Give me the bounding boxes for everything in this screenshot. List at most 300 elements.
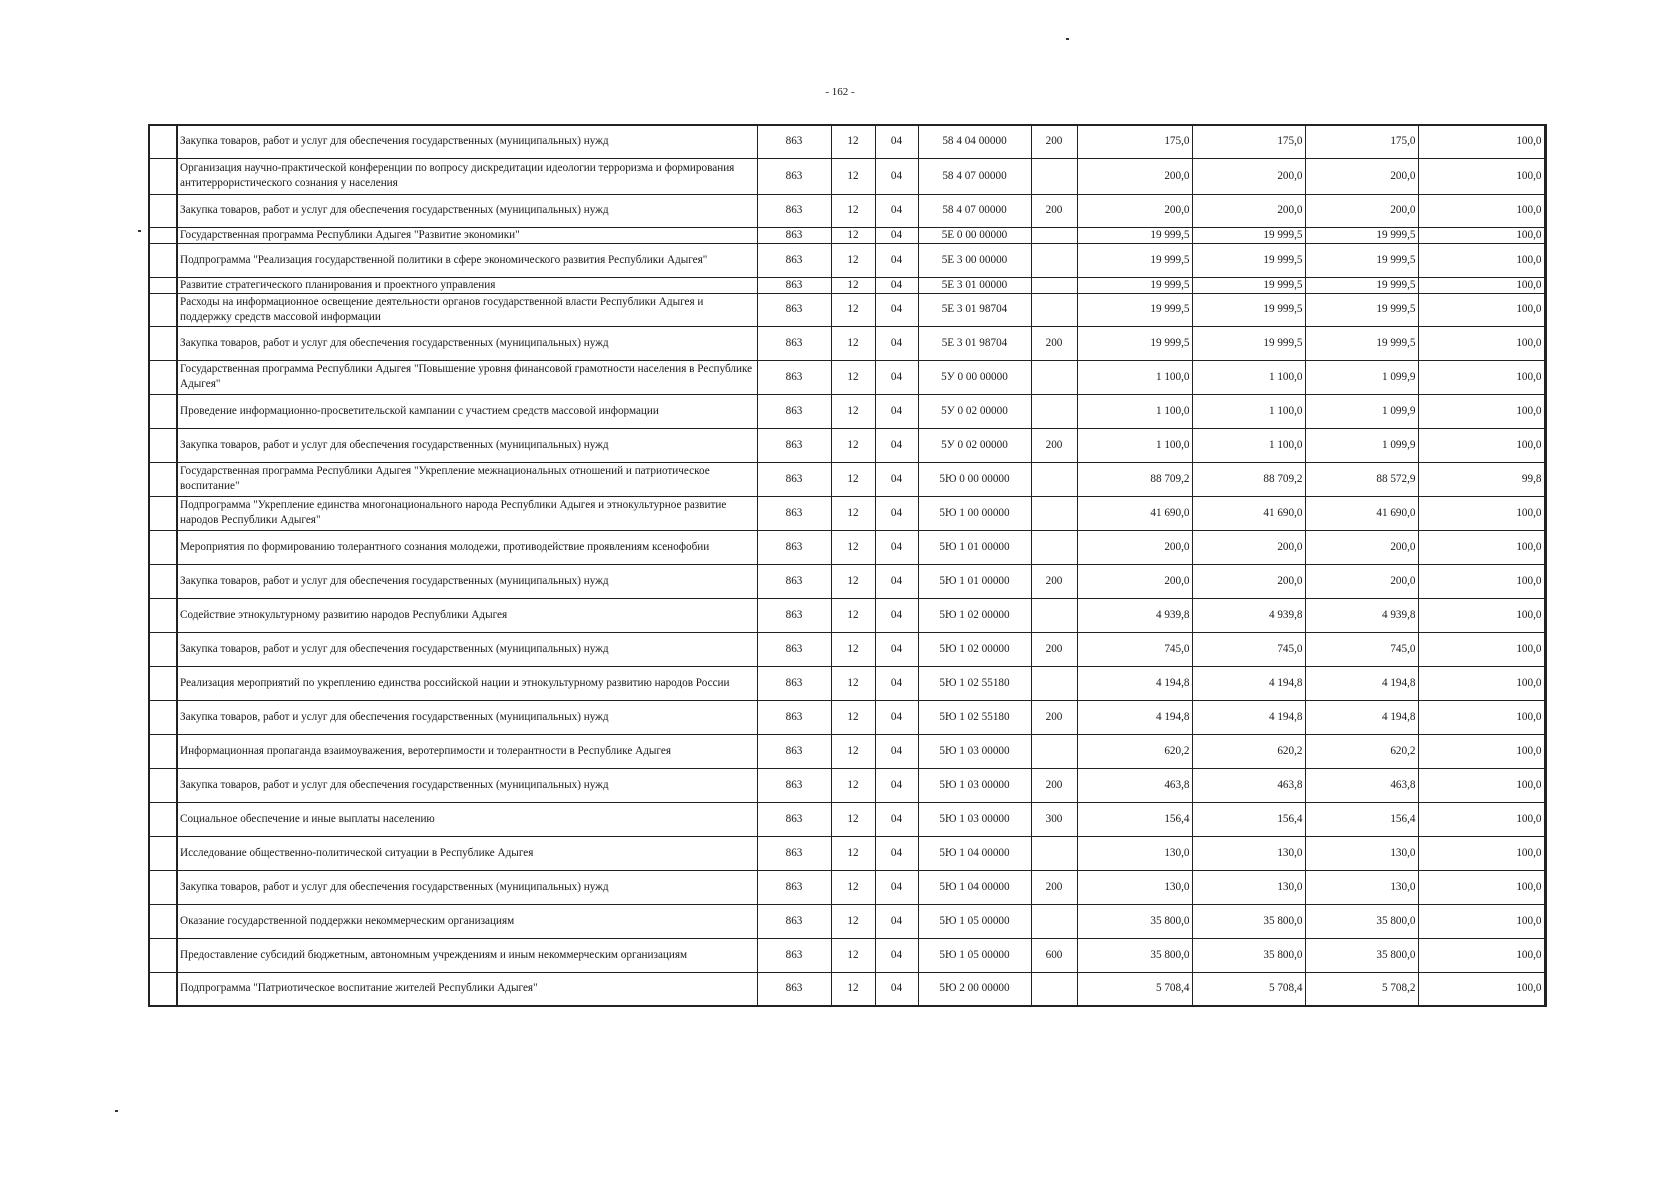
amount-cell-1: 35 800,0	[1077, 904, 1192, 938]
section-code-cell: 12	[831, 125, 875, 158]
ved-code-cell: 863	[757, 462, 831, 496]
ved-code-cell: 863	[757, 530, 831, 564]
row-name-cell: Подпрограмма "Патриотическое воспитание жителей Республики Адыгея"	[177, 972, 757, 1006]
ved-code-cell: 863	[757, 125, 831, 158]
percent-cell: 100,0	[1418, 530, 1545, 564]
percent-cell: 100,0	[1418, 394, 1545, 428]
subsection-code-cell: 04	[875, 768, 918, 802]
section-code-cell: 12	[831, 243, 875, 277]
expense-type-cell	[1031, 293, 1077, 326]
ved-code-cell: 863	[757, 326, 831, 360]
section-code-cell: 12	[831, 666, 875, 700]
amount-cell-3: 5 708,2	[1305, 972, 1418, 1006]
percent-cell: 100,0	[1418, 598, 1545, 632]
row-margin-cell	[149, 802, 177, 836]
row-name-cell: Предоставление субсидий бюджетным, автономным учреждениям и иным некоммерческим организациям	[177, 938, 757, 972]
subsection-code-cell: 04	[875, 632, 918, 666]
amount-cell-2: 130,0	[1192, 870, 1305, 904]
amount-cell-2: 200,0	[1192, 194, 1305, 227]
ved-code-cell: 863	[757, 360, 831, 394]
row-name-cell: Расходы на информационное освещение деятельности органов государственной власти Республики Адыгея и поддержку средств массовой информации	[177, 293, 757, 326]
table-row	[149, 293, 1545, 326]
ved-code-cell: 863	[757, 836, 831, 870]
percent-cell: 100,0	[1418, 125, 1545, 158]
row-margin-cell	[149, 227, 177, 243]
percent-cell: 100,0	[1418, 564, 1545, 598]
section-code-cell: 12	[831, 564, 875, 598]
table-row	[149, 768, 1545, 802]
table-body	[149, 125, 1545, 1006]
budget-table	[148, 124, 1547, 1007]
percent-cell: 100,0	[1418, 972, 1545, 1006]
ved-code-cell: 863	[757, 277, 831, 293]
percent-cell: 99,8	[1418, 462, 1545, 496]
subsection-code-cell: 04	[875, 700, 918, 734]
target-article-cell: 5Ю 1 02 55180	[918, 700, 1031, 734]
target-article-cell: 5Ю 2 00 00000	[918, 972, 1031, 1006]
amount-cell-2: 35 800,0	[1192, 904, 1305, 938]
row-name-cell: Реализация мероприятий по укреплению единства российской нации и этнокультурному развитию народов России	[177, 666, 757, 700]
amount-cell-1: 1 100,0	[1077, 428, 1192, 462]
percent-cell: 100,0	[1418, 734, 1545, 768]
row-margin-cell	[149, 326, 177, 360]
table-row	[149, 394, 1545, 428]
target-article-cell: 5Е 0 00 00000	[918, 227, 1031, 243]
subsection-code-cell: 04	[875, 125, 918, 158]
row-name-cell: Исследование общественно-политической ситуации в Республике Адыгея	[177, 836, 757, 870]
section-code-cell: 12	[831, 530, 875, 564]
percent-cell: 100,0	[1418, 158, 1545, 194]
amount-cell-1: 200,0	[1077, 158, 1192, 194]
row-margin-cell	[149, 194, 177, 227]
amount-cell-1: 41 690,0	[1077, 496, 1192, 530]
table-row	[149, 870, 1545, 904]
row-margin-cell	[149, 277, 177, 293]
amount-cell-3: 1 099,9	[1305, 360, 1418, 394]
target-article-cell: 5Ю 1 02 00000	[918, 598, 1031, 632]
expense-type-cell	[1031, 972, 1077, 1006]
amount-cell-2: 130,0	[1192, 836, 1305, 870]
expense-type-cell	[1031, 227, 1077, 243]
amount-cell-1: 130,0	[1077, 870, 1192, 904]
amount-cell-1: 4 939,8	[1077, 598, 1192, 632]
ved-code-cell: 863	[757, 227, 831, 243]
expense-type-cell	[1031, 360, 1077, 394]
target-article-cell: 5У 0 02 00000	[918, 428, 1031, 462]
section-code-cell: 12	[831, 598, 875, 632]
subsection-code-cell: 04	[875, 428, 918, 462]
row-name-cell: Закупка товаров, работ и услуг для обеспечения государственных (муниципальных) нужд	[177, 125, 757, 158]
section-code-cell: 12	[831, 360, 875, 394]
amount-cell-3: 745,0	[1305, 632, 1418, 666]
subsection-code-cell: 04	[875, 564, 918, 598]
expense-type-cell: 200	[1031, 564, 1077, 598]
target-article-cell: 5Е 3 01 98704	[918, 293, 1031, 326]
amount-cell-1: 745,0	[1077, 632, 1192, 666]
section-code-cell: 12	[831, 768, 875, 802]
amount-cell-2: 620,2	[1192, 734, 1305, 768]
expense-type-cell	[1031, 734, 1077, 768]
expense-type-cell	[1031, 158, 1077, 194]
table-row	[149, 802, 1545, 836]
amount-cell-1: 19 999,5	[1077, 277, 1192, 293]
table-row	[149, 564, 1545, 598]
amount-cell-2: 19 999,5	[1192, 277, 1305, 293]
amount-cell-3: 463,8	[1305, 768, 1418, 802]
ved-code-cell: 863	[757, 768, 831, 802]
percent-cell: 100,0	[1418, 938, 1545, 972]
amount-cell-1: 1 100,0	[1077, 360, 1192, 394]
expense-type-cell	[1031, 598, 1077, 632]
table-row	[149, 326, 1545, 360]
section-code-cell: 12	[831, 277, 875, 293]
percent-cell: 100,0	[1418, 227, 1545, 243]
amount-cell-2: 5 708,4	[1192, 972, 1305, 1006]
subsection-code-cell: 04	[875, 158, 918, 194]
subsection-code-cell: 04	[875, 904, 918, 938]
amount-cell-1: 200,0	[1077, 194, 1192, 227]
subsection-code-cell: 04	[875, 462, 918, 496]
ved-code-cell: 863	[757, 802, 831, 836]
amount-cell-2: 35 800,0	[1192, 938, 1305, 972]
section-code-cell: 12	[831, 904, 875, 938]
percent-cell: 100,0	[1418, 293, 1545, 326]
subsection-code-cell: 04	[875, 496, 918, 530]
subsection-code-cell: 04	[875, 326, 918, 360]
row-margin-cell	[149, 125, 177, 158]
expense-type-cell: 200	[1031, 428, 1077, 462]
row-margin-cell	[149, 666, 177, 700]
target-article-cell: 5Ю 1 05 00000	[918, 904, 1031, 938]
scan-speck	[1066, 38, 1069, 40]
percent-cell: 100,0	[1418, 768, 1545, 802]
row-name-cell: Оказание государственной поддержки некоммерческим организациям	[177, 904, 757, 938]
amount-cell-1: 88 709,2	[1077, 462, 1192, 496]
percent-cell: 100,0	[1418, 666, 1545, 700]
row-name-cell: Закупка товаров, работ и услуг для обеспечения государственных (муниципальных) нужд	[177, 564, 757, 598]
scan-speck	[138, 230, 141, 232]
amount-cell-3: 41 690,0	[1305, 496, 1418, 530]
table-row	[149, 530, 1545, 564]
row-margin-cell	[149, 632, 177, 666]
amount-cell-1: 130,0	[1077, 836, 1192, 870]
percent-cell: 100,0	[1418, 277, 1545, 293]
amount-cell-2: 1 100,0	[1192, 428, 1305, 462]
section-code-cell: 12	[831, 394, 875, 428]
ved-code-cell: 863	[757, 904, 831, 938]
target-article-cell: 5У 0 00 00000	[918, 360, 1031, 394]
row-name-cell: Мероприятия по формированию толерантного сознания молодежи, противодействие проявлениям ксенофобии	[177, 530, 757, 564]
row-name-cell: Закупка товаров, работ и услуг для обеспечения государственных (муниципальных) нужд	[177, 428, 757, 462]
amount-cell-1: 200,0	[1077, 564, 1192, 598]
row-margin-cell	[149, 904, 177, 938]
table-row	[149, 462, 1545, 496]
amount-cell-1: 1 100,0	[1077, 394, 1192, 428]
amount-cell-3: 19 999,5	[1305, 326, 1418, 360]
amount-cell-3: 156,4	[1305, 802, 1418, 836]
ved-code-cell: 863	[757, 666, 831, 700]
target-article-cell: 5Ю 1 01 00000	[918, 564, 1031, 598]
target-article-cell: 5Е 3 00 00000	[918, 243, 1031, 277]
amount-cell-1: 175,0	[1077, 125, 1192, 158]
amount-cell-2: 200,0	[1192, 530, 1305, 564]
amount-cell-3: 175,0	[1305, 125, 1418, 158]
subsection-code-cell: 04	[875, 870, 918, 904]
expense-type-cell	[1031, 530, 1077, 564]
amount-cell-2: 175,0	[1192, 125, 1305, 158]
expense-type-cell: 300	[1031, 802, 1077, 836]
row-margin-cell	[149, 158, 177, 194]
row-margin-cell	[149, 598, 177, 632]
ved-code-cell: 863	[757, 394, 831, 428]
amount-cell-2: 1 100,0	[1192, 394, 1305, 428]
target-article-cell: 5Ю 1 03 00000	[918, 768, 1031, 802]
table-row	[149, 158, 1545, 194]
amount-cell-1: 19 999,5	[1077, 243, 1192, 277]
ved-code-cell: 863	[757, 428, 831, 462]
section-code-cell: 12	[831, 938, 875, 972]
section-code-cell: 12	[831, 194, 875, 227]
ved-code-cell: 863	[757, 564, 831, 598]
target-article-cell: 5Е 3 01 00000	[918, 277, 1031, 293]
table-row	[149, 428, 1545, 462]
section-code-cell: 12	[831, 158, 875, 194]
row-margin-cell	[149, 462, 177, 496]
table-row	[149, 972, 1545, 1006]
table-row	[149, 904, 1545, 938]
row-margin-cell	[149, 972, 177, 1006]
expense-type-cell: 200	[1031, 326, 1077, 360]
section-code-cell: 12	[831, 972, 875, 1006]
section-code-cell: 12	[831, 836, 875, 870]
row-name-cell: Закупка товаров, работ и услуг для обеспечения государственных (муниципальных) нужд	[177, 326, 757, 360]
ved-code-cell: 863	[757, 632, 831, 666]
amount-cell-3: 19 999,5	[1305, 293, 1418, 326]
expense-type-cell: 600	[1031, 938, 1077, 972]
expense-type-cell	[1031, 394, 1077, 428]
row-margin-cell	[149, 564, 177, 598]
percent-cell: 100,0	[1418, 870, 1545, 904]
amount-cell-2: 200,0	[1192, 158, 1305, 194]
percent-cell: 100,0	[1418, 632, 1545, 666]
amount-cell-2: 19 999,5	[1192, 243, 1305, 277]
ved-code-cell: 863	[757, 972, 831, 1006]
ved-code-cell: 863	[757, 243, 831, 277]
row-margin-cell	[149, 360, 177, 394]
row-name-cell: Проведение информационно-просветительской кампании с участием средств массовой информации	[177, 394, 757, 428]
percent-cell: 100,0	[1418, 428, 1545, 462]
expense-type-cell: 200	[1031, 194, 1077, 227]
target-article-cell: 5Ю 0 00 00000	[918, 462, 1031, 496]
percent-cell: 100,0	[1418, 802, 1545, 836]
subsection-code-cell: 04	[875, 293, 918, 326]
ved-code-cell: 863	[757, 158, 831, 194]
amount-cell-3: 19 999,5	[1305, 243, 1418, 277]
subsection-code-cell: 04	[875, 360, 918, 394]
amount-cell-2: 463,8	[1192, 768, 1305, 802]
expense-type-cell: 200	[1031, 768, 1077, 802]
section-code-cell: 12	[831, 293, 875, 326]
expense-type-cell: 200	[1031, 700, 1077, 734]
amount-cell-1: 463,8	[1077, 768, 1192, 802]
expense-type-cell	[1031, 462, 1077, 496]
row-name-cell: Государственная программа Республики Адыгея "Укрепление межнациональных отношений и патриотическое воспитание"	[177, 462, 757, 496]
amount-cell-2: 156,4	[1192, 802, 1305, 836]
row-margin-cell	[149, 870, 177, 904]
row-name-cell: Подпрограмма "Реализация государственной политики в сфере экономического развития Республики Адыгея"	[177, 243, 757, 277]
table-row	[149, 632, 1545, 666]
amount-cell-2: 19 999,5	[1192, 227, 1305, 243]
ved-code-cell: 863	[757, 293, 831, 326]
ved-code-cell: 863	[757, 938, 831, 972]
ved-code-cell: 863	[757, 496, 831, 530]
amount-cell-1: 200,0	[1077, 530, 1192, 564]
percent-cell: 100,0	[1418, 326, 1545, 360]
amount-cell-1: 19 999,5	[1077, 227, 1192, 243]
row-name-cell: Государственная программа Республики Адыгея "Развитие экономики"	[177, 227, 757, 243]
amount-cell-2: 19 999,5	[1192, 293, 1305, 326]
target-article-cell: 5Ю 1 02 00000	[918, 632, 1031, 666]
target-article-cell: 58 4 07 00000	[918, 158, 1031, 194]
target-article-cell: 5Ю 1 02 55180	[918, 666, 1031, 700]
table-row	[149, 125, 1545, 158]
amount-cell-1: 4 194,8	[1077, 666, 1192, 700]
target-article-cell: 5Ю 1 04 00000	[918, 870, 1031, 904]
row-margin-cell	[149, 938, 177, 972]
subsection-code-cell: 04	[875, 194, 918, 227]
section-code-cell: 12	[831, 496, 875, 530]
percent-cell: 100,0	[1418, 243, 1545, 277]
expense-type-cell: 200	[1031, 870, 1077, 904]
section-code-cell: 12	[831, 428, 875, 462]
subsection-code-cell: 04	[875, 277, 918, 293]
table-row	[149, 496, 1545, 530]
amount-cell-2: 745,0	[1192, 632, 1305, 666]
target-article-cell: 5Ю 1 00 00000	[918, 496, 1031, 530]
percent-cell: 100,0	[1418, 700, 1545, 734]
section-code-cell: 12	[831, 700, 875, 734]
row-name-cell: Развитие стратегического планирования и проектного управления	[177, 277, 757, 293]
page-number: - 162 -	[825, 86, 855, 98]
percent-cell: 100,0	[1418, 904, 1545, 938]
table-row	[149, 666, 1545, 700]
amount-cell-3: 200,0	[1305, 158, 1418, 194]
row-name-cell: Социальное обеспечение и иные выплаты населению	[177, 802, 757, 836]
percent-cell: 100,0	[1418, 496, 1545, 530]
table-row	[149, 836, 1545, 870]
row-margin-cell	[149, 768, 177, 802]
section-code-cell: 12	[831, 462, 875, 496]
target-article-cell: 58 4 07 00000	[918, 194, 1031, 227]
row-name-cell: Закупка товаров, работ и услуг для обеспечения государственных (муниципальных) нужд	[177, 768, 757, 802]
row-margin-cell	[149, 496, 177, 530]
subsection-code-cell: 04	[875, 836, 918, 870]
amount-cell-1: 19 999,5	[1077, 293, 1192, 326]
row-margin-cell	[149, 734, 177, 768]
ved-code-cell: 863	[757, 194, 831, 227]
subsection-code-cell: 04	[875, 598, 918, 632]
row-name-cell: Содействие этнокультурному развитию народов Республики Адыгея	[177, 598, 757, 632]
amount-cell-3: 35 800,0	[1305, 904, 1418, 938]
amount-cell-2: 88 709,2	[1192, 462, 1305, 496]
amount-cell-3: 4 194,8	[1305, 666, 1418, 700]
target-article-cell: 5У 0 02 00000	[918, 394, 1031, 428]
section-code-cell: 12	[831, 326, 875, 360]
amount-cell-2: 19 999,5	[1192, 326, 1305, 360]
amount-cell-1: 620,2	[1077, 734, 1192, 768]
amount-cell-3: 1 099,9	[1305, 394, 1418, 428]
subsection-code-cell: 04	[875, 394, 918, 428]
row-name-cell: Подпрограмма "Укрепление единства многонационального народа Республики Адыгея и этнокультурное развитие народов Республики Адыгея"	[177, 496, 757, 530]
table-row	[149, 277, 1545, 293]
row-name-cell: Закупка товаров, работ и услуг для обеспечения государственных (муниципальных) нужд	[177, 700, 757, 734]
subsection-code-cell: 04	[875, 530, 918, 564]
row-margin-cell	[149, 530, 177, 564]
amount-cell-2: 200,0	[1192, 564, 1305, 598]
target-article-cell: 5Е 3 01 98704	[918, 326, 1031, 360]
amount-cell-3: 620,2	[1305, 734, 1418, 768]
table-row	[149, 734, 1545, 768]
amount-cell-3: 19 999,5	[1305, 277, 1418, 293]
subsection-code-cell: 04	[875, 802, 918, 836]
expense-type-cell	[1031, 836, 1077, 870]
table-row	[149, 700, 1545, 734]
amount-cell-3: 1 099,9	[1305, 428, 1418, 462]
amount-cell-3: 4 194,8	[1305, 700, 1418, 734]
target-article-cell: 5Ю 1 03 00000	[918, 734, 1031, 768]
row-name-cell: Закупка товаров, работ и услуг для обеспечения государственных (муниципальных) нужд	[177, 194, 757, 227]
amount-cell-2: 4 194,8	[1192, 666, 1305, 700]
row-margin-cell	[149, 700, 177, 734]
ved-code-cell: 863	[757, 870, 831, 904]
target-article-cell: 5Ю 1 04 00000	[918, 836, 1031, 870]
row-margin-cell	[149, 293, 177, 326]
amount-cell-2: 4 939,8	[1192, 598, 1305, 632]
amount-cell-2: 41 690,0	[1192, 496, 1305, 530]
amount-cell-2: 4 194,8	[1192, 700, 1305, 734]
expense-type-cell	[1031, 904, 1077, 938]
amount-cell-1: 19 999,5	[1077, 326, 1192, 360]
expense-type-cell: 200	[1031, 632, 1077, 666]
row-name-cell: Закупка товаров, работ и услуг для обеспечения государственных (муниципальных) нужд	[177, 870, 757, 904]
amount-cell-3: 88 572,9	[1305, 462, 1418, 496]
expense-type-cell	[1031, 496, 1077, 530]
row-name-cell: Информационная пропаганда взаимоуважения, веротерпимости и толерантности в Республике Адыгея	[177, 734, 757, 768]
row-margin-cell	[149, 428, 177, 462]
expense-type-cell	[1031, 666, 1077, 700]
table-row	[149, 243, 1545, 277]
target-article-cell: 5Ю 1 01 00000	[918, 530, 1031, 564]
expense-type-cell: 200	[1031, 125, 1077, 158]
amount-cell-3: 200,0	[1305, 530, 1418, 564]
amount-cell-3: 19 999,5	[1305, 227, 1418, 243]
amount-cell-3: 200,0	[1305, 194, 1418, 227]
section-code-cell: 12	[831, 632, 875, 666]
scan-speck	[115, 1110, 118, 1112]
percent-cell: 100,0	[1418, 194, 1545, 227]
amount-cell-3: 200,0	[1305, 564, 1418, 598]
row-margin-cell	[149, 243, 177, 277]
ved-code-cell: 863	[757, 598, 831, 632]
subsection-code-cell: 04	[875, 243, 918, 277]
row-name-cell: Организация научно-практической конференции по вопросу дискредитации идеологии терроризма и формирования антитеррористического сознания у населения	[177, 158, 757, 194]
row-name-cell: Государственная программа Республики Адыгея "Повышение уровня финансовой грамотности населения в Республике Адыгея"	[177, 360, 757, 394]
amount-cell-1: 4 194,8	[1077, 700, 1192, 734]
percent-cell: 100,0	[1418, 836, 1545, 870]
table-row	[149, 227, 1545, 243]
amount-cell-1: 156,4	[1077, 802, 1192, 836]
amount-cell-1: 35 800,0	[1077, 938, 1192, 972]
